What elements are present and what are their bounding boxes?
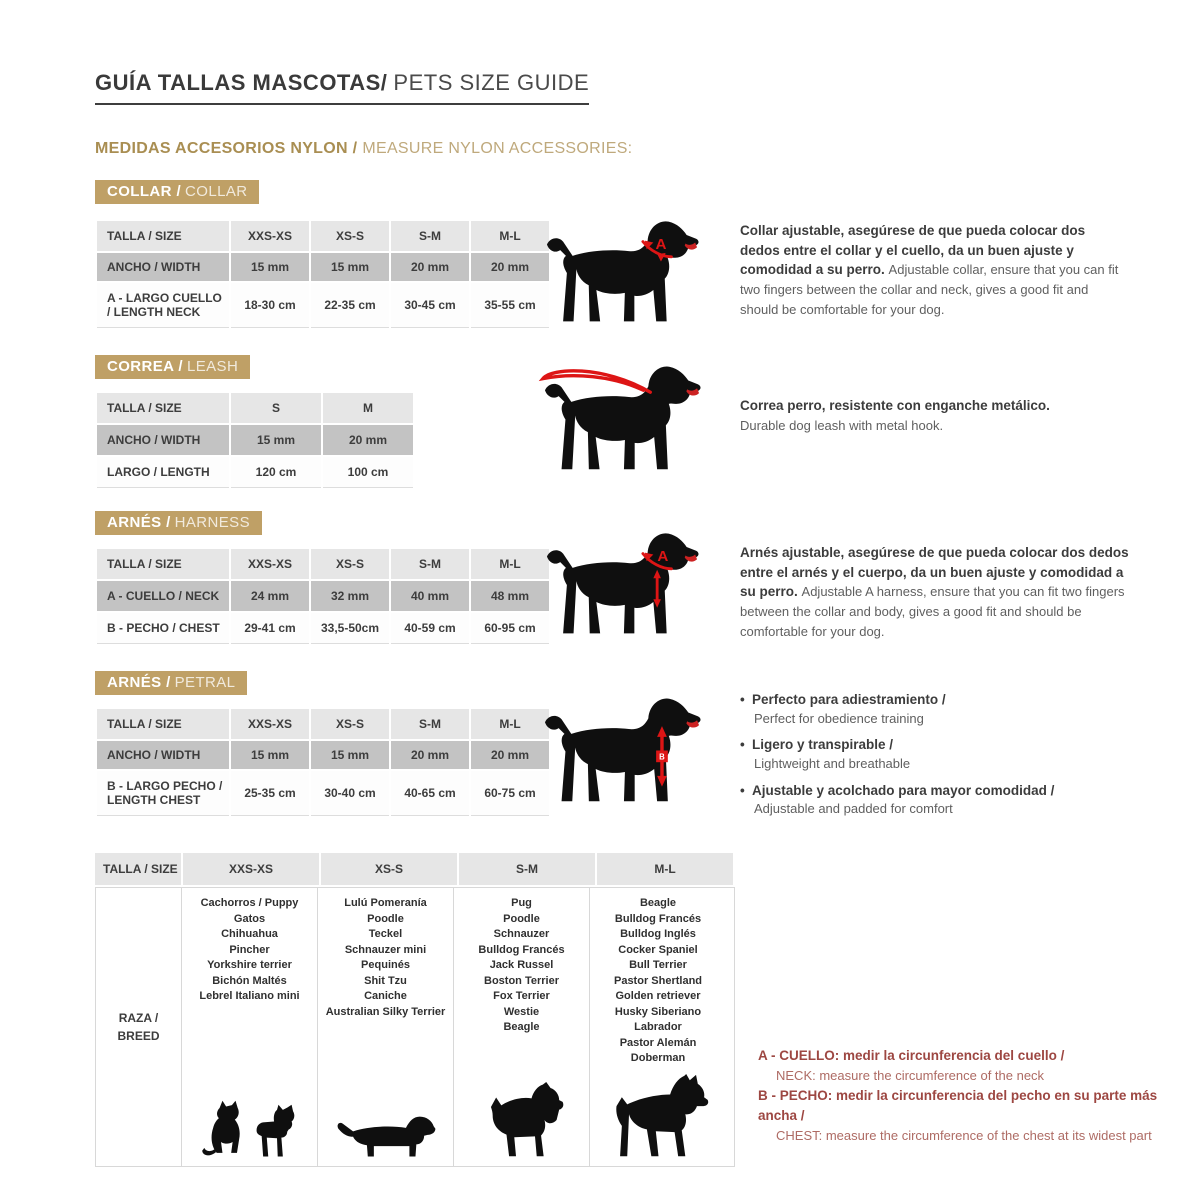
breed-item: Schnauzer mini <box>344 943 427 956</box>
leash-desc-es: Correa perro, resistente con enganche metálico. <box>740 398 1050 413</box>
cell: 32 mm <box>311 581 389 611</box>
leash-size-table <box>95 391 415 490</box>
leash-desc-en: Durable dog leash with metal hook. <box>740 417 944 433</box>
col-header: S-M <box>459 853 595 885</box>
breed-item: Labrador <box>634 1021 682 1033</box>
col-header: TALLA / SIZE <box>97 393 229 423</box>
petral-badge-es: ARNÉS / <box>107 674 171 691</box>
list-item <box>740 690 1130 728</box>
page-title-es: GUÍA TALLAS MASCOTAS/ <box>95 70 388 95</box>
breed-silhouettes <box>334 1108 438 1158</box>
breed-item: Golden retriever <box>615 990 701 1002</box>
col-header: M-L <box>471 221 549 251</box>
cell: 20 mm <box>391 253 469 281</box>
breed-silhouettes <box>200 1100 298 1158</box>
table-row <box>97 221 549 251</box>
breed-item: Bichón Maltés <box>212 974 287 987</box>
col-header: S-M <box>391 709 469 739</box>
breed-item: Cocker Spaniel <box>618 943 698 956</box>
col-header: TALLA / SIZE <box>97 549 229 579</box>
breed-item: Schnauzer <box>493 928 550 940</box>
col-header: XS-S <box>311 549 389 579</box>
table-row <box>97 283 549 328</box>
breed-column-xs-s <box>318 888 454 1166</box>
breed-item: Pincher <box>229 943 270 956</box>
harness-badge-en: HARNESS <box>174 514 250 531</box>
schnauzer-silhouette-icon <box>478 1082 564 1158</box>
cell: 15 mm <box>231 425 321 455</box>
table-row <box>97 771 549 816</box>
note-es: A - CUELLO: medir la circunferencia del cuello / <box>758 1048 1065 1063</box>
breed-item: Husky Siberiano <box>614 1005 702 1018</box>
list-item <box>740 781 1130 819</box>
cell: 40-59 cm <box>391 613 469 644</box>
petral-feature-list <box>740 690 1130 826</box>
cell: 60-95 cm <box>471 613 549 644</box>
cell: 15 mm <box>311 253 389 281</box>
col-header: M-L <box>471 549 549 579</box>
leash-badge-es: CORREA / <box>107 358 183 375</box>
col-header: M <box>323 393 413 423</box>
bullet-es: Ligero y transpirable / <box>752 737 894 753</box>
cell: 35-55 cm <box>471 283 549 328</box>
collar-marker-a: A <box>655 236 667 254</box>
breed-item: Teckel <box>368 928 403 940</box>
row-label: A - CUELLO / NECK <box>97 581 229 611</box>
cell: 18-30 cm <box>231 283 309 328</box>
bullet-en: Perfect for obedience training <box>754 710 924 726</box>
breed-item: Poodle <box>367 912 404 925</box>
note-neck <box>758 1046 1188 1086</box>
col-header: XS-S <box>311 221 389 251</box>
petral-badge-en: PETRAL <box>174 674 236 691</box>
harness-section-badge <box>95 511 262 535</box>
breed-table-header <box>95 853 735 885</box>
dog-silhouette-icon <box>533 215 711 329</box>
col-header: M-L <box>597 853 733 885</box>
harness-size-table <box>95 547 551 646</box>
breed-silhouettes <box>478 1082 564 1158</box>
cell: 20 mm <box>391 741 469 769</box>
note-chest <box>758 1086 1188 1146</box>
breed-list <box>326 896 446 1020</box>
table-row <box>97 253 549 281</box>
page-subtitle-es: MEDIDAS ACCESORIOS NYLON / <box>95 140 358 157</box>
breed-item: Pequinés <box>361 959 410 971</box>
table-row <box>97 709 549 739</box>
breed-item: Pug <box>511 897 532 909</box>
petral-section-badge <box>95 671 247 695</box>
col-header: S <box>231 393 321 423</box>
dog-harness-illustration <box>533 527 711 641</box>
breed-item: Bulldog Francés <box>478 943 565 956</box>
breed-list <box>614 896 702 1067</box>
doberman-silhouette-icon <box>604 1074 711 1158</box>
breed-list <box>199 896 299 1005</box>
breed-item: Bulldog Inglés <box>620 928 696 940</box>
row-label: ANCHO / WIDTH <box>97 741 229 769</box>
breed-item: Chihuahua <box>221 928 278 940</box>
breed-item: Beagle <box>503 1021 540 1033</box>
bullet-icon: • <box>740 782 745 798</box>
breed-item: Australian Silky Terrier <box>325 1005 446 1018</box>
page-title <box>95 70 589 105</box>
page-subtitle-en: MEASURE NYLON ACCESSORIES: <box>362 140 633 157</box>
table-row <box>97 613 549 644</box>
table-row <box>97 425 413 455</box>
bullet-es: Perfecto para adiestramiento / <box>752 692 946 707</box>
table-row <box>97 741 549 769</box>
petral-size-table <box>95 707 551 818</box>
breed-item: Bull Terrier <box>629 959 687 971</box>
collar-section-badge <box>95 180 259 204</box>
row-label: A - LARGO CUELLO / LENGTH NECK <box>97 283 229 328</box>
breed-column-xxs-xs <box>182 888 318 1166</box>
breed-item: Westie <box>503 1005 540 1018</box>
cell: 30-45 cm <box>391 283 469 328</box>
breed-item: Beagle <box>639 897 677 909</box>
collar-desc-en: Adjustable collar, ensure that you can fit two fingers between the collar and neck, gives a good fit and should be comfortable for your dog. <box>740 262 1119 318</box>
cat-silhouette-icon <box>200 1100 242 1158</box>
col-header: TALLA / SIZE <box>95 853 181 885</box>
bullet-en: Adjustable and padded for comfort <box>754 801 953 817</box>
cell: 40-65 cm <box>391 771 469 816</box>
col-header: TALLA / SIZE <box>97 221 229 251</box>
dog-collar-illustration <box>533 215 711 329</box>
row-label: B - PECHO / CHEST <box>97 613 229 644</box>
breed-item: Cachorros / Puppy <box>200 897 299 909</box>
bullet-en: Lightweight and breathable <box>754 755 911 771</box>
dog-leash-illustration <box>533 360 711 477</box>
collar-badge-en: COLLAR <box>185 183 248 200</box>
col-header: XXS-XS <box>231 549 309 579</box>
breed-item: Fox Terrier <box>493 990 550 1002</box>
breed-size-table <box>95 853 735 1167</box>
breed-item: Jack Russel <box>489 959 554 971</box>
breed-item: Pastor Shertland <box>613 974 703 987</box>
list-item <box>740 735 1130 773</box>
petral-marker-b: B <box>659 752 665 762</box>
note-en: CHEST: measure the circumference of the chest at its widest part <box>776 1128 1152 1144</box>
cell: 22-35 cm <box>311 283 389 328</box>
chihuahua-silhouette-icon <box>250 1104 298 1158</box>
cell: 25-35 cm <box>231 771 309 816</box>
breed-item: Lebrel Italiano mini <box>199 990 300 1002</box>
collar-desc-es: Collar ajustable, asegúrese de que pueda colocar dos dedos entre el collar y el cuello, da un buen ajuste y comodidad a su perro. <box>740 223 1086 278</box>
cell: 29-41 cm <box>231 613 309 644</box>
dog-silhouette-icon <box>533 692 711 809</box>
col-header: XXS-XS <box>231 221 309 251</box>
row-label: ANCHO / WIDTH <box>97 253 229 281</box>
col-header: XS-S <box>321 853 457 885</box>
col-header: TALLA / SIZE <box>97 709 229 739</box>
cell: 15 mm <box>311 741 389 769</box>
cell: 24 mm <box>231 581 309 611</box>
cell: 20 mm <box>323 425 413 455</box>
row-label: LARGO / LENGTH <box>97 457 229 488</box>
col-header: XXS-XS <box>231 709 309 739</box>
col-header: S-M <box>391 221 469 251</box>
collar-size-table <box>95 219 551 330</box>
page-subtitle <box>95 140 632 158</box>
breed-item: Pastor Alemán <box>619 1036 697 1049</box>
row-label: ANCHO / WIDTH <box>97 425 229 455</box>
note-es: B - PECHO: medir la circunferencia del pecho en su parte más ancha / <box>758 1087 1158 1123</box>
breed-item: Caniche <box>364 990 407 1002</box>
breed-item: Poodle <box>503 912 540 925</box>
note-en: NECK: measure the circumference of the neck <box>776 1068 1045 1084</box>
dog-silhouette-icon <box>533 527 711 641</box>
collar-description <box>740 221 1128 320</box>
cell: 60-75 cm <box>471 771 549 816</box>
col-header: M-L <box>471 709 549 739</box>
dog-petral-illustration <box>533 692 711 809</box>
cell: 33,5-50cm <box>311 613 389 644</box>
breed-row-label: RAZA / BREED <box>96 888 182 1166</box>
harness-description <box>740 543 1130 642</box>
breed-table-body <box>95 887 735 1167</box>
col-header: XXS-XS <box>183 853 319 885</box>
cell: 48 mm <box>471 581 549 611</box>
table-row <box>97 457 413 488</box>
dachshund-silhouette-icon <box>334 1108 438 1158</box>
breed-item: Yorkshire terrier <box>207 959 292 971</box>
leash-section-badge <box>95 355 250 379</box>
breed-item: Gatos <box>233 912 266 925</box>
harness-marker-a: A <box>657 548 669 566</box>
breed-item: Shit Tzu <box>364 974 407 987</box>
page-title-en: PETS SIZE GUIDE <box>393 70 590 95</box>
cell: 100 cm <box>323 457 413 488</box>
cell: 15 mm <box>231 253 309 281</box>
breed-column-s-m <box>454 888 590 1166</box>
measurement-notes <box>758 1046 1188 1146</box>
breed-list <box>478 896 564 1036</box>
harness-desc-es: Arnés ajustable, asegúrese de que pueda colocar dos dedos entre el arnés y el cuerpo, da un buen ajuste y comodidad a su perro. <box>740 545 1129 600</box>
col-header: XS-S <box>311 709 389 739</box>
bullet-icon: • <box>740 692 745 707</box>
table-row <box>97 581 549 611</box>
harness-desc-en: Adjustable A harness, ensure that you can fit two fingers between the collar and body, gives a good fit and should be comfortable for your dog. <box>740 584 1125 640</box>
col-header: S-M <box>391 549 469 579</box>
cell: 20 mm <box>471 741 549 769</box>
cell: 40 mm <box>391 581 469 611</box>
cell: 30-40 cm <box>311 771 389 816</box>
cell: 120 cm <box>231 457 321 488</box>
breed-item: Boston Terrier <box>484 974 559 987</box>
table-row <box>97 393 413 423</box>
cell: 20 mm <box>471 253 549 281</box>
row-label: B - LARGO PECHO / LENGTH CHEST <box>97 771 229 816</box>
collar-badge-es: COLLAR / <box>107 183 182 200</box>
dog-silhouette-icon <box>533 360 711 477</box>
breed-item: Lulú Pomeranía <box>344 897 427 909</box>
bullet-icon: • <box>740 737 745 753</box>
breed-item: Doberman <box>630 1052 686 1064</box>
leash-description <box>740 396 1128 436</box>
leash-badge-en: LEASH <box>186 358 239 375</box>
breed-silhouettes <box>604 1074 711 1158</box>
breed-item: Bulldog Francés <box>614 912 702 925</box>
breed-column-m-l <box>590 888 726 1166</box>
cell: 15 mm <box>231 741 309 769</box>
table-row <box>97 549 549 579</box>
bullet-es: Ajustable y acolchado para mayor comodidad / <box>752 782 1055 798</box>
harness-badge-es: ARNÉS / <box>107 514 171 531</box>
